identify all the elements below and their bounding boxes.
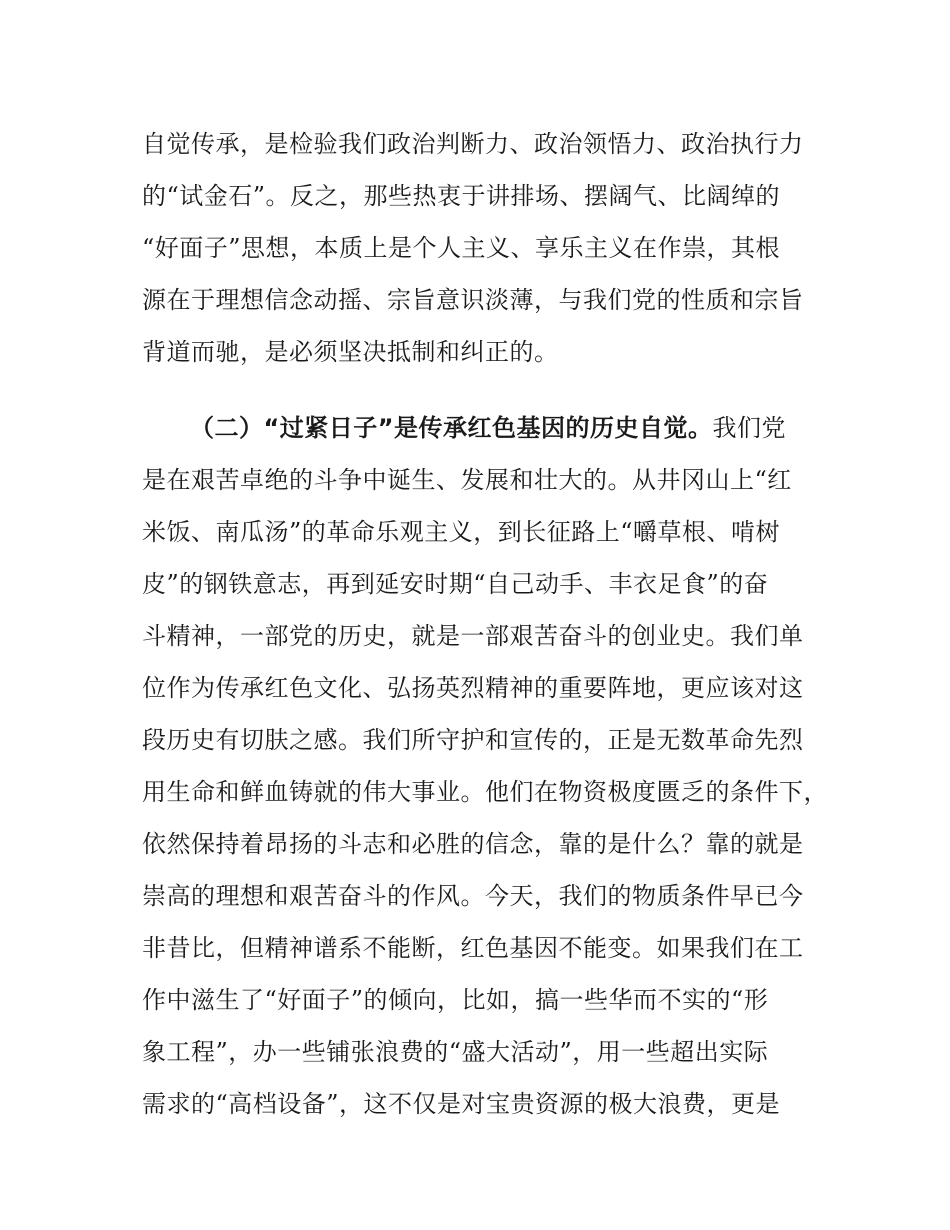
paragraph-2-line: 段历史有切肤之感。我们所守护和宣传的，正是无数革命先烈 [142,726,804,754]
paragraph-1-line: 源在于理想信念动摇、宗旨意识淡薄，与我们党的性质和宗旨 [142,286,804,314]
paragraph-2-first-line [142,402,832,454]
paragraph-1-line: 背道而驰，是必须坚决抵制和纠正的。 [142,338,559,366]
paragraph-2-line: 是在艰苦卓绝的斗争中诞生、发展和壮大的。从井冈山上“红 [142,466,792,494]
paragraph-spacer [142,378,832,402]
paragraph-2-line: 非昔比，但精神谱系不能断，红色基因不能变。如果我们在工 [142,934,804,962]
paragraph-1-line: 自觉传承，是检验我们政治判断力、政治领悟力、政治执行力 [142,130,804,158]
paragraph-2-line: 位作为传承红色文化、弘扬英烈精神的重要阵地，更应该对这 [142,674,804,702]
paragraph-2-line: 皮”的钢铁意志，再到延安时期“自己动手、丰衣足食”的奋 [142,570,769,598]
section-heading: （二）“过紧日子”是传承红色基因的历史自觉。 [190,414,713,442]
paragraph-2-line: 依然保持着昂扬的斗志和必胜的信念，靠的是什么？靠的就是 [142,830,804,858]
paragraph-1-line: “好面子”思想，本质上是个人主义、享乐主义在作祟，其根 [142,234,781,262]
paragraph-2-line: 需求的“高档设备”，这不仅是对宝贵资源的极大浪费，更是 [142,1090,781,1118]
paragraph-2-first-line-text: 我们党 [712,414,787,442]
paragraph-1-line: 的“试金石”。反之，那些热衷于讲排场、摆阔气、比阔绰的 [142,182,781,210]
paragraph-2-line: 象工程”，办一些铺张浪费的“盛大活动”，用一些超出实际 [142,1038,769,1066]
document-body [142,118,832,1130]
paragraph-2-line: 作中滋生了“好面子”的倾向，比如，搞一些华而不实的“形 [142,986,769,1014]
paragraph-2-line: 用生命和鲜血铸就的伟大事业。他们在物资极度匮乏的条件下， [142,778,828,806]
paragraph-2-line: 米饭、南瓜汤”的革命乐观主义，到长征路上“嚼草根、啃树 [142,518,781,546]
paragraph-2-line: 崇高的理想和艰苦奋斗的作风。今天，我们的物质条件早已今 [142,882,804,910]
paragraph-2-line: 斗精神，一部党的历史，就是一部艰苦奋斗的创业史。我们单 [142,622,804,650]
